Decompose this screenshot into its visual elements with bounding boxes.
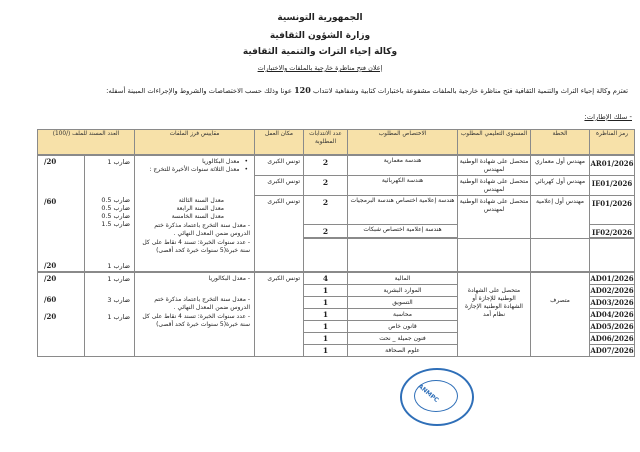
criteria-cell-group1 [134, 155, 255, 272]
announcement-subtitle: إعلان فتح مناظرة خارجية بالملفات والاختبارات [257, 64, 383, 72]
positions-cell: 1 [303, 344, 348, 357]
table-header [37, 129, 635, 155]
positions-cell: 4 [303, 272, 348, 285]
specialty-cell: هندسة إعلامية اختصاص شبكات [347, 224, 458, 238]
criteria-exp: - عدد سنوات الخبرة: تسند 4 نقاط على كل سنة خبرة(5 سنوات خبرة كحد أقصى) [138, 239, 250, 255]
competition-code: AD06/2026 [590, 334, 634, 343]
criteria-grad: - معدل سنة التخرج باعتماد مذكرة ختم الدروس ضمن المعدل النهائي . [138, 222, 250, 238]
criteria-bac: - معدل البكالوريا [209, 275, 250, 283]
coefficient: ضارب 0.5 [101, 204, 130, 212]
coefficient: ضارب 0.5 [101, 196, 130, 204]
criteria-grad: - معدل سنة التخرج باعتماد مذكرة ختم الدروس ضمن المعدل النهائي . [138, 296, 250, 312]
coefficient: ضارب 0.5 [101, 212, 130, 220]
empty-cell [347, 238, 458, 272]
coefficient: ضارب 1 [107, 158, 130, 166]
criteria-exp: - عدد سنوات الخبرة: تسند 4 نقاط على كل سنة خبرة(5 سنوات خبرة كحد أقصى) [138, 313, 250, 329]
positions-cell: 2 [303, 195, 348, 225]
col-header-criteria: مقاييس فرز الملفات [134, 129, 255, 155]
positions-cell: 1 [303, 284, 348, 297]
stamp-label: ANMPC [416, 382, 440, 405]
criteria-bac: • معدل البكالوريا [202, 158, 248, 166]
coefficient: ضارب 1 [107, 313, 130, 321]
competition-code: AD07/2026 [590, 346, 634, 355]
col-header-grade: الخطة [530, 129, 590, 155]
criteria-y3: معدل السنة الثالثة [178, 197, 224, 204]
score-value: /20 [44, 312, 57, 321]
coefficient-cell-group1 [84, 155, 135, 272]
criteria-y5: معدل السنة الخامسة [171, 213, 224, 220]
competition-code: AD01/2026 [590, 274, 634, 283]
competition-code: AD03/2026 [590, 298, 634, 307]
competition-code: AD04/2026 [590, 310, 634, 319]
col-header-score: العدد المسند للملف (/100) [37, 129, 135, 155]
level-cell: متحصل على شهادة الوطنية لمهندس [457, 155, 531, 176]
location-cell: تونس الكبرى [254, 195, 304, 273]
empty-cell [589, 238, 635, 272]
col-header-code: رمز المناظرة [589, 129, 635, 155]
header-agency: وكالة إحياء التراث والتنمية الثقافية [242, 47, 398, 57]
score-value: /20 [44, 261, 57, 270]
header-republic: الجمهورية التونسية [277, 13, 363, 23]
specialty-cell: هندسة إعلامية اختصاص هندسة البرمجيات [347, 195, 458, 225]
score-value: /60 [44, 295, 57, 304]
empty-cell [530, 238, 590, 272]
positions-cell: 2 [303, 175, 348, 196]
coefficient: ضارب 1.5 [101, 220, 130, 228]
level-cell: متحصل على شهادة الوطنية لمهندس [457, 175, 531, 196]
specialty-cell: محاسبة [347, 308, 458, 321]
location-cell: تونس الكبرى [254, 155, 304, 176]
specialty-cell: فنون جميلة _ نحت [347, 332, 458, 345]
positions-cell: 2 [303, 155, 348, 176]
criteria-last3: • معدل الثلاثة سنوات الأخيرة للتخرج : [144, 166, 248, 174]
competition-code: AR01/2026 [589, 155, 635, 176]
level-cell: متحصل على الشهادة الوطنية للإجازة أو الشهادة الوطنية الإجازة نظام أمد [457, 272, 531, 357]
intro-text-before: تعتزم وكالة إحياء التراث والتنمية الثقافية فتح مناظرة خارجية بالملفات مشفوعة باختبارات كتابية وشفاهية لانتداب [312, 87, 628, 95]
official-stamp [400, 368, 474, 426]
empty-cell [457, 238, 531, 272]
criteria-y4: معدل السنة الرابعة [176, 205, 224, 212]
score-cell-group2 [37, 272, 85, 357]
header-ministry: وزارة الشؤون الثقافية [269, 31, 371, 41]
intro-paragraph [28, 84, 628, 98]
specialty-cell: التسويق [347, 296, 458, 309]
recruit-count: 120 [294, 85, 311, 95]
competition-code: AD02/2026 [590, 286, 634, 295]
grade-cell: متصرف [530, 272, 590, 357]
empty-cell [303, 238, 348, 272]
positions-cell: 2 [303, 224, 348, 238]
coefficient: ضارب 3 [107, 296, 130, 304]
competition-code: IF01/2026 [589, 195, 635, 225]
positions-cell: 1 [303, 332, 348, 345]
col-header-specialty: الاختصاص المطلوب [347, 129, 458, 155]
competition-code: AD05/2026 [590, 322, 634, 331]
specialty-cell: المالية [347, 272, 458, 285]
positions-cell: 1 [303, 320, 348, 333]
intro-text-after: عونا وذلك حسب الاختصاصات والشروط والإجراءات المبينة أسفله: [106, 87, 292, 95]
competition-code: IE01/2026 [589, 175, 635, 196]
positions-cell: 1 [303, 296, 348, 309]
col-header-location: مكان العمل [254, 129, 304, 155]
col-header-level: المستوى التعليمي المطلوب [457, 129, 531, 155]
col-header-positions: عدد الانتدابات المطلوبة [303, 129, 348, 155]
score-value: /60 [44, 197, 57, 206]
location-cell: تونس الكبرى [254, 175, 304, 196]
empty-cell [254, 233, 304, 272]
specialty-cell: علوم الصحافة [347, 344, 458, 357]
score-value: /20 [44, 274, 57, 283]
coefficient: ضارب 1 [107, 275, 130, 283]
table-body [37, 155, 635, 357]
location-cell: تونس الكبرى [254, 272, 304, 357]
coefficient-cell-group2 [84, 272, 135, 357]
competition-code: IF02/2026 [589, 224, 635, 238]
score-value: /20 [44, 157, 57, 166]
score-cell-group1 [37, 155, 85, 272]
specialty-cell: هندسة معمارية [347, 155, 458, 176]
grade-cell: مهندس أول إعلامية [530, 195, 590, 239]
specialty-cell: هندسة الكهربائية [347, 175, 458, 196]
grade-cell: مهندس أول معماري [530, 155, 590, 176]
section-title: - سلك الإطارات: [584, 113, 632, 121]
specialty-cell: قانون خاص [347, 320, 458, 333]
positions-cell: 1 [303, 308, 348, 321]
grade-cell: مهندس أول كهربائي [530, 175, 590, 196]
criteria-cell-group2 [134, 272, 255, 357]
level-cell: متحصل على شهادة الوطنية لمهندس [457, 195, 531, 239]
coefficient: ضارب 1 [107, 262, 130, 270]
specialty-cell: الموارد البشرية [347, 284, 458, 297]
